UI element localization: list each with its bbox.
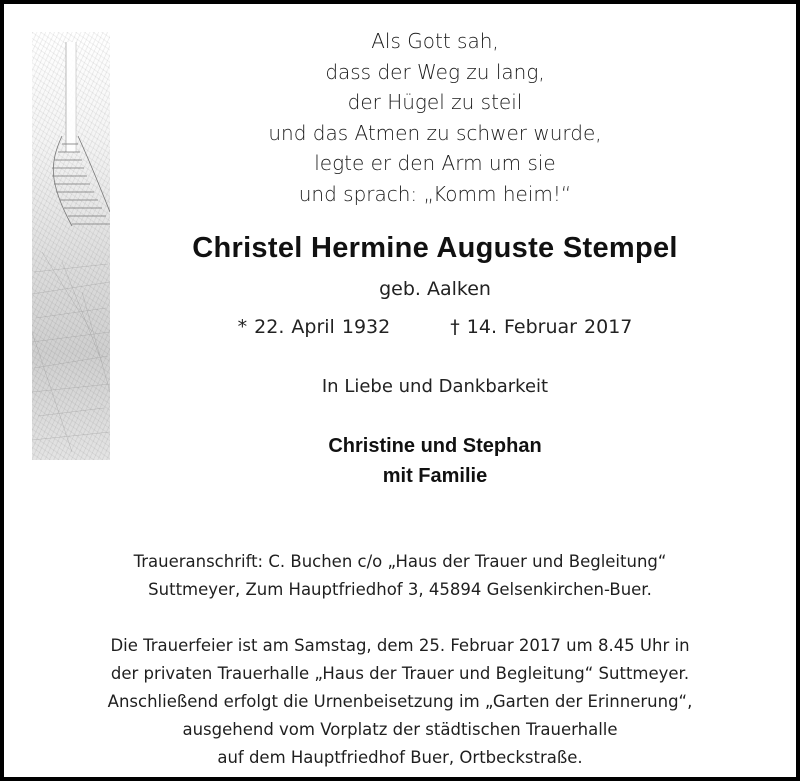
poem-line: der Hügel zu steil xyxy=(347,90,523,114)
poem-line: legte er den Arm um sie xyxy=(314,151,556,175)
birth-date: * 22. April 1932 xyxy=(237,316,391,338)
poem-line: Als Gott sah, xyxy=(371,29,499,53)
ceremony-line: auf dem Hauptfriedhof Buer, Ortbeckstraße. xyxy=(217,748,583,767)
death-date: † 14. Februar 2017 xyxy=(450,316,633,338)
staircase-illustration xyxy=(32,32,110,460)
mourners xyxy=(114,431,756,491)
staircase-icon xyxy=(32,32,110,460)
poem-line: und sprach: „Komm heim!“ xyxy=(298,181,572,206)
ceremony-info xyxy=(24,632,776,772)
mourning-address xyxy=(24,548,776,604)
mourners-line: Christine und Stephan xyxy=(328,435,542,457)
deceased-name: Christel Hermine Auguste Stempel xyxy=(192,232,678,264)
ceremony-line: ausgehend vom Vorplatz der städtischen Trauerhalle xyxy=(182,720,618,739)
life-dates xyxy=(114,316,756,338)
poem-line: dass der Weg zu lang, xyxy=(325,59,545,84)
ceremony-line: der privaten Trauerhalle „Haus der Trauer und Begleitung“ Suttmeyer. xyxy=(110,664,690,683)
address-line: Suttmeyer, Zum Hauptfriedhof 3, 45894 Gelsenkirchen-Buer. xyxy=(148,580,652,599)
address-line: Traueranschrift: C. Buchen c/o „Haus der Trauer und Begleitung“ xyxy=(133,552,667,571)
ceremony-line: Die Trauerfeier ist am Samstag, dem 25. Februar 2017 um 8.45 Uhr in xyxy=(110,636,690,655)
birth-name: geb. Aalken xyxy=(379,278,491,300)
mourners-line: mit Familie xyxy=(382,465,488,487)
ceremony-line: Anschließend erfolgt die Urnenbeisetzung im „Garten der Erinnerung“, xyxy=(107,692,693,711)
poem xyxy=(114,26,756,209)
poem-line: und das Atmen zu schwer wurde, xyxy=(268,120,602,145)
thanks-line: In Liebe und Dankbarkeit xyxy=(321,376,549,397)
